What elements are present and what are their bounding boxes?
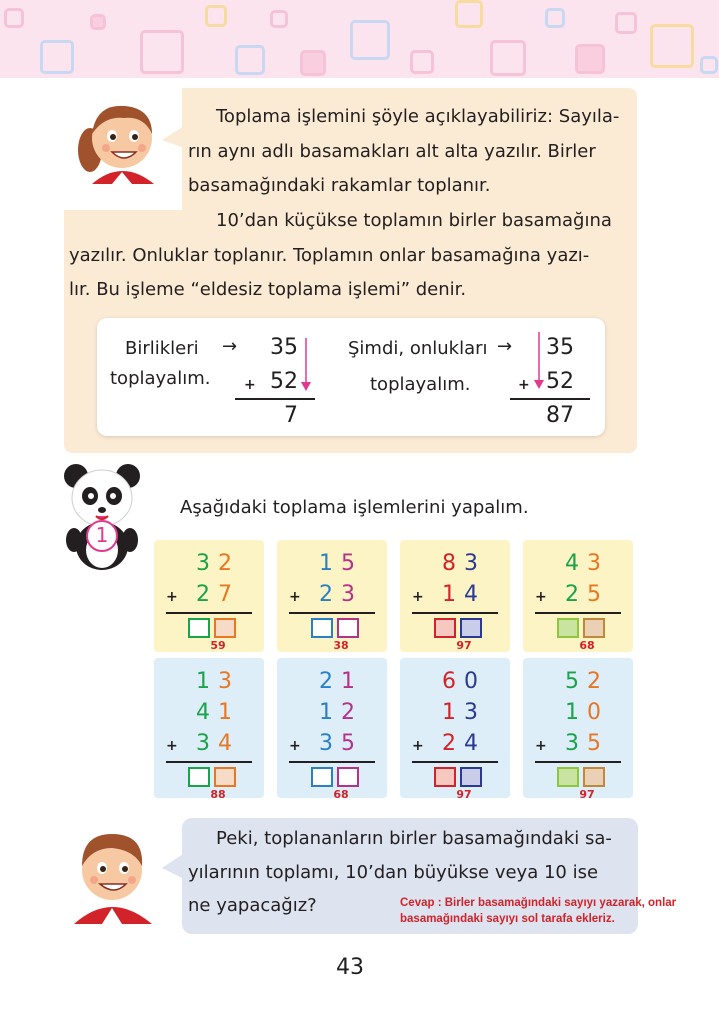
- example-left-line: [235, 398, 315, 400]
- ones-digit: 4: [218, 731, 232, 756]
- plus-sign: +: [535, 589, 547, 605]
- ones-digit: 4: [464, 582, 478, 607]
- ones-answer-box[interactable]: [337, 767, 359, 787]
- question-line-2: yılarının toplamı, 10’dan büyükse veya 10 ise: [188, 862, 599, 883]
- explanation-line-2: rın aynı adlı basamakları alt alta yazılır. Birler: [188, 141, 596, 162]
- handwritten-answer: 59: [210, 639, 226, 652]
- sum-line: [412, 612, 498, 614]
- explanation-line-5: yazılır. Onluklar toplanır. Toplamın onlar basamağına yazı-: [69, 245, 590, 266]
- page-number: 43: [336, 955, 364, 980]
- tens-answer-box[interactable]: [557, 767, 579, 787]
- activity-number: 1: [95, 523, 109, 547]
- tens-digit: 1: [442, 700, 456, 725]
- tens-digit: 6: [442, 669, 456, 694]
- ones-digit: 3: [464, 700, 478, 725]
- example-right-arrow: →: [497, 336, 513, 357]
- tens-digit: 2: [442, 731, 456, 756]
- tens-arrow-icon: [533, 332, 545, 390]
- sum-line: [412, 761, 498, 763]
- ones-answer-box[interactable]: [460, 618, 482, 638]
- header-decoration: [0, 0, 719, 78]
- ones-digit: 2: [587, 669, 601, 694]
- tens-digit: 5: [565, 669, 579, 694]
- sum-line: [535, 761, 621, 763]
- question-line-3: ne yapacağız?: [188, 895, 317, 916]
- question-line-1: Peki, toplananların birler basamağındaki sa-: [216, 828, 612, 849]
- ones-digit: 2: [341, 700, 355, 725]
- panda-illustration: [62, 462, 142, 574]
- explanation-line-3: basamağındaki rakamlar toplanır.: [188, 175, 491, 196]
- ones-answer-box[interactable]: [583, 767, 605, 787]
- example-left-result: 7: [284, 403, 298, 428]
- example-left-bottom: 52: [270, 369, 298, 394]
- ones-digit: 0: [587, 700, 601, 725]
- sum-line: [289, 761, 375, 763]
- tens-digit: 4: [565, 551, 579, 576]
- boy-character-illustration: [68, 820, 158, 925]
- activity-title: Aşağıdaki toplama işlemlerini yapalım.: [180, 497, 529, 518]
- ones-answer-box[interactable]: [214, 767, 236, 787]
- plus-sign: +: [535, 738, 547, 754]
- ones-digit: 5: [587, 731, 601, 756]
- tens-digit: 1: [442, 582, 456, 607]
- ones-digit: 1: [218, 700, 232, 725]
- tens-digit: 3: [565, 731, 579, 756]
- handwritten-answer: 97: [579, 788, 595, 801]
- tens-digit: 1: [196, 669, 210, 694]
- ones-digit: 0: [464, 669, 478, 694]
- plus-sign: +: [166, 738, 178, 754]
- plus-sign: +: [166, 589, 178, 605]
- sum-line: [166, 612, 252, 614]
- tens-answer-box[interactable]: [557, 618, 579, 638]
- tens-digit: 2: [196, 582, 210, 607]
- example-right-result: 87: [546, 403, 574, 428]
- explanation-line-1: Toplama işlemini şöyle açıklayabiliriz: Sayıla-: [216, 106, 620, 127]
- example-right-bottom: 52: [546, 369, 574, 394]
- tens-digit: 3: [319, 731, 333, 756]
- ones-digit: 2: [218, 551, 232, 576]
- answer-note-line-1: Cevap : Birler basamağındaki sayıyı yazarak, onlar: [400, 897, 677, 909]
- ones-answer-box[interactable]: [583, 618, 605, 638]
- handwritten-answer: 88: [210, 788, 226, 801]
- tens-answer-box[interactable]: [434, 767, 456, 787]
- tens-answer-box[interactable]: [311, 767, 333, 787]
- example-left-label-1: Birlikleri: [125, 338, 199, 359]
- ones-digit: 3: [341, 582, 355, 607]
- question-bubble-tail: [160, 850, 186, 886]
- ones-digit: 4: [464, 731, 478, 756]
- ones-digit: 3: [218, 669, 232, 694]
- plus-sign: +: [289, 589, 301, 605]
- explanation-line-4: 10’dan küçükse toplamın birler basamağına: [216, 210, 612, 231]
- ones-digit: 5: [341, 551, 355, 576]
- example-right-label-1: Şimdi, onlukları: [348, 338, 488, 359]
- ones-answer-box[interactable]: [460, 767, 482, 787]
- ones-digit: 7: [218, 582, 232, 607]
- example-left-top: 35: [270, 335, 298, 360]
- speech-bubble-tail: [160, 118, 190, 158]
- ones-arrow-icon: [300, 338, 312, 392]
- tens-digit: 1: [319, 551, 333, 576]
- tens-digit: 1: [319, 700, 333, 725]
- tens-answer-box[interactable]: [434, 618, 456, 638]
- handwritten-answer: 38: [333, 639, 349, 652]
- tens-answer-box[interactable]: [188, 618, 210, 638]
- ones-digit: 3: [464, 551, 478, 576]
- explanation-line-6: lır. Bu işleme “eldesiz toplama işlemi” denir.: [69, 279, 467, 300]
- tens-digit: 3: [196, 731, 210, 756]
- plus-sign: +: [412, 589, 424, 605]
- ones-digit: 1: [341, 669, 355, 694]
- tens-digit: 2: [565, 582, 579, 607]
- plus-sign: +: [412, 738, 424, 754]
- ones-answer-box[interactable]: [337, 618, 359, 638]
- example-right-label-2: toplayalım.: [370, 374, 471, 395]
- handwritten-answer: 97: [456, 788, 472, 801]
- ones-digit: 3: [587, 551, 601, 576]
- answer-note-line-2: basamağındaki sayıyı sol tarafa ekleriz.: [400, 913, 615, 925]
- tens-digit: 2: [319, 669, 333, 694]
- example-right-top: 35: [546, 335, 574, 360]
- handwritten-answer: 68: [333, 788, 349, 801]
- example-right-line: [510, 398, 590, 400]
- tens-digit: 4: [196, 700, 210, 725]
- example-left-plus: +: [244, 377, 256, 393]
- plus-sign: +: [289, 738, 301, 754]
- ones-digit: 5: [341, 731, 355, 756]
- ones-digit: 5: [587, 582, 601, 607]
- sum-line: [166, 761, 252, 763]
- sum-line: [289, 612, 375, 614]
- tens-digit: 1: [565, 700, 579, 725]
- handwritten-answer: 97: [456, 639, 472, 652]
- example-right-plus: +: [518, 377, 530, 393]
- ones-answer-box[interactable]: [214, 618, 236, 638]
- tens-answer-box[interactable]: [188, 767, 210, 787]
- example-left-arrow: →: [222, 336, 238, 357]
- tens-digit: 3: [196, 551, 210, 576]
- example-left-label-2: toplayalım.: [110, 368, 211, 389]
- tens-digit: 8: [442, 551, 456, 576]
- handwritten-answer: 68: [579, 639, 595, 652]
- sum-line: [535, 612, 621, 614]
- tens-digit: 2: [319, 582, 333, 607]
- tens-answer-box[interactable]: [311, 618, 333, 638]
